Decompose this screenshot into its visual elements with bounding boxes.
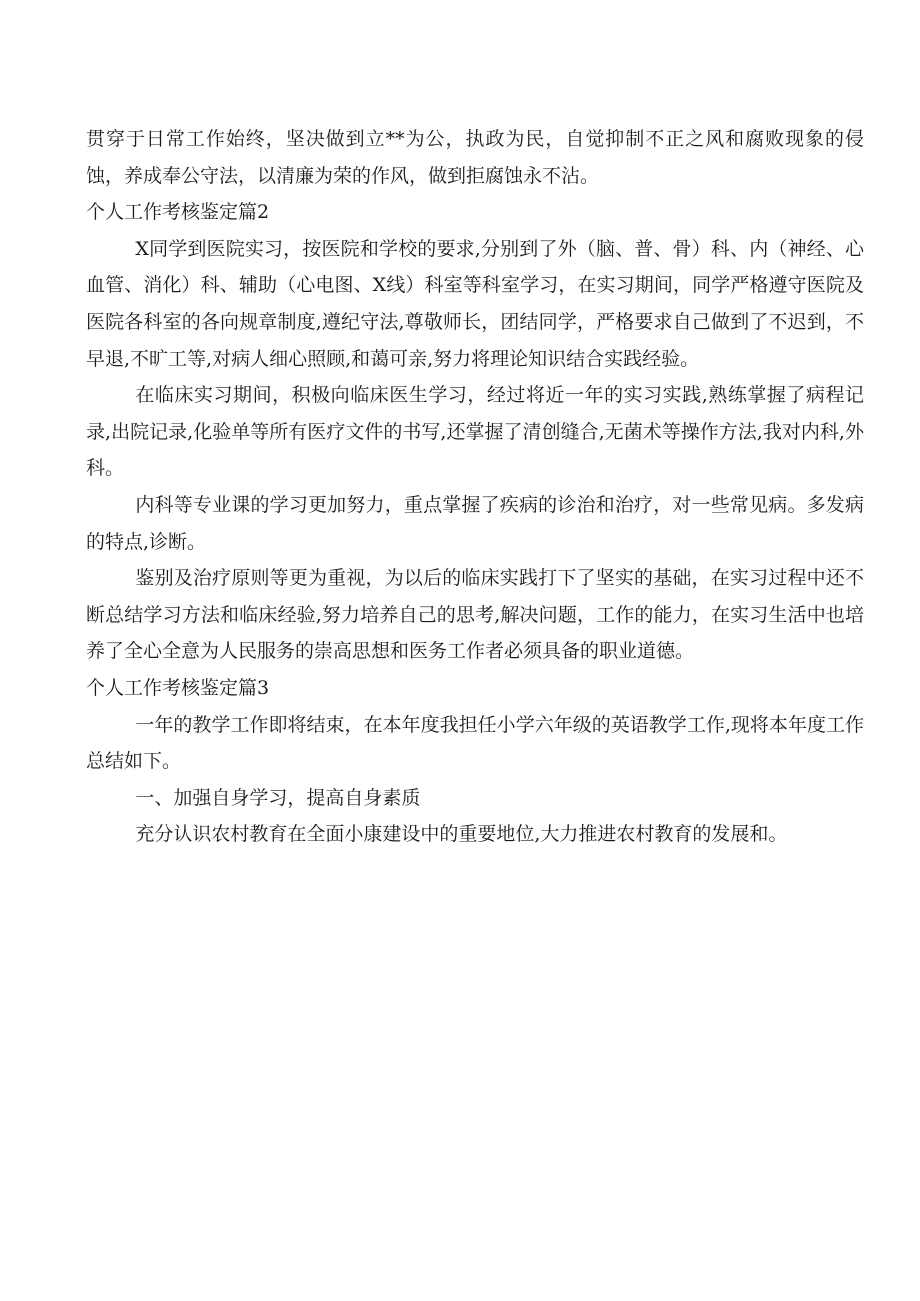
section-heading-2: 个人工作考核鉴定篇2 <box>86 201 270 224</box>
document-page <box>86 121 864 853</box>
paragraph-diagnosis-principles: 鉴别及治疗原则等更为重视，为以后的临床实践打下了坚实的基础，在实习过程中还不断总结学习方法和临床经验,努力培养自己的思考,解决问题，工作的能力，在实习生活中也培养了全心全意为人民服务的崇高思想和医务工作者必须具备的职业道德。 <box>86 567 864 663</box>
paragraph-continued: 贯穿于日常工作始终，坚决做到立**为公，执政为民，自觉抑制不正之风和腐败现象的侵蚀，养成奉公守法，以清廉为荣的作风，做到拒腐蚀永不沾。 <box>86 128 864 187</box>
section-heading-3: 个人工作考核鉴定篇3 <box>86 676 270 699</box>
subheading-self-study: 一、加强自身学习，提高自身素质 <box>135 786 421 809</box>
paragraph-internship-intro: X同学到医院实习，按医院和学校的要求,分别到了外（脑、普、骨）科、内（神经、心血管、消化）科、辅助（心电图、X线）科室等科室学习，在实习期间，同学严格遵守医院及医院各科室的各向规章制度,遵纪守法,尊敬师长，团结同学，严格要求自己做到了不迟到，不早退,不旷工等,对病人细心照顾,和蔼可亲,努力将理论知识结合实践经验。 <box>86 237 864 370</box>
paragraph-internal-medicine: 内科等专业课的学习更加努力，重点掌握了疾病的诊治和治疗，对一些常见病。多发病的特点,诊断。 <box>86 493 864 553</box>
paragraph-rural-education: 充分认识农村教育在全面小康建设中的重要地位,大力推进农村教育的发展和。 <box>135 823 788 846</box>
paragraph-teaching-summary: 一年的教学工作即将结束，在本年度我担任小学六年级的英语教学工作,现将本年度工作总结如下。 <box>86 713 864 773</box>
paragraph-clinical-practice: 在临床实习期间，积极向临床医生学习，经过将近一年的实习实践,熟练掌握了病程记录,出院记录,化验单等所有医疗文件的书写,还掌握了清创缝合,无菌术等操作方法,我对内科,外科。 <box>86 384 864 480</box>
